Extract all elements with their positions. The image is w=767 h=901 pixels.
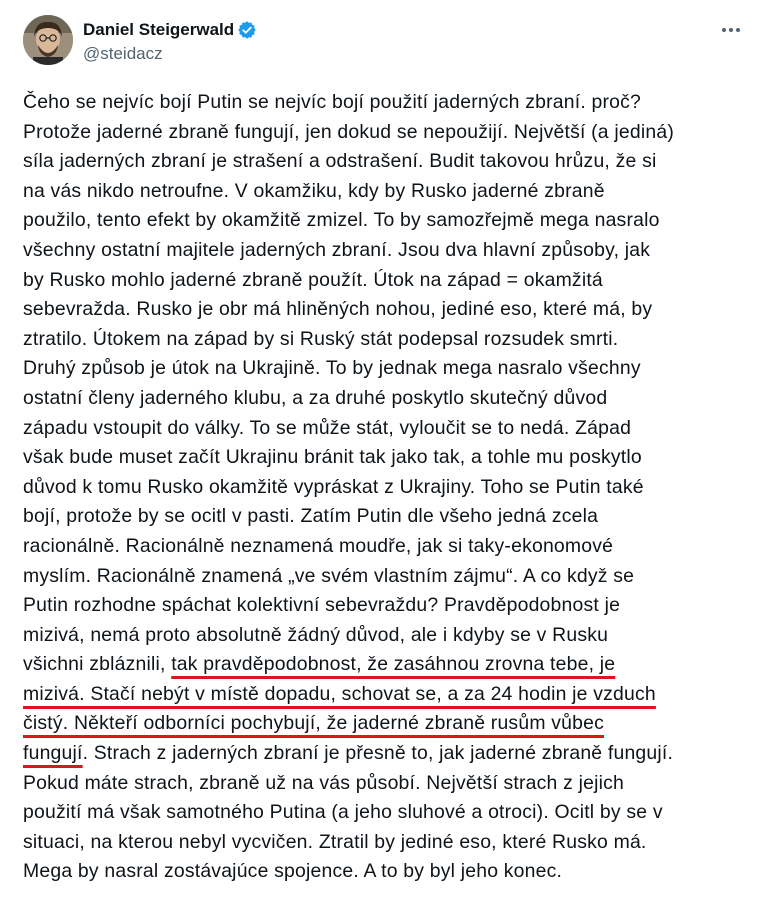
tweet-text-line <box>23 325 755 355</box>
text-segment: ztratilo. Útokem na západ by si Ruský stát podepsal rozsudek smrti. <box>23 327 619 350</box>
tweet-text-line <box>23 295 755 325</box>
author-names <box>83 19 257 64</box>
avatar[interactable] <box>23 15 73 65</box>
tweet-text-line <box>23 354 755 384</box>
text-segment: použilo, tento efekt by okamžitě zmizel. To by samozřejmě mega nasralo <box>23 209 660 232</box>
text-segment: Pokud máte strach, zbraně už na vás působí. Největší strach z jejich <box>23 771 624 794</box>
tweet-text-line <box>23 621 755 651</box>
tweet-text-line <box>23 177 755 207</box>
tweet-text-line <box>23 562 755 592</box>
tweet-text-line <box>23 414 755 444</box>
text-segment: by Rusko mohlo jaderné zbraně použít. Útok na západ = okamžitá <box>23 268 603 291</box>
text-segment: mizivá, nemá proto absolutně žádný důvod, ale i kdyby se v Rusku <box>23 623 609 646</box>
text-segment: síla jaderných zbraní je strašení a odstrašení. Budit takovou hrůzu, že si <box>23 150 657 173</box>
tweet-text-line <box>23 473 755 503</box>
text-segment: všichni zbláznili, <box>23 653 172 676</box>
tweet-text-line <box>23 532 755 562</box>
text-segment: bojí, protože by se ocitl v pasti. Zatím Putin dle všeho jedná zcela <box>23 505 599 528</box>
tweet-text-line <box>23 591 755 621</box>
more-dots-icon[interactable] <box>717 19 745 41</box>
tweet-text-line <box>23 857 755 887</box>
tweet-text-line <box>23 384 755 414</box>
text-segment: však bude muset začít Ukrajinu bránit tak jako tak, a tohle mu poskytlo <box>23 446 642 469</box>
text-segment: sebevražda. Rusko je obr má hliněných nohou, jediné eso, které má, by <box>23 298 653 321</box>
tweet-text-line <box>23 147 755 177</box>
avatar-photo-icon <box>23 15 73 65</box>
text-segment: ostatní členy jaderného klubu, a za druhé poskytlo skutečný důvod <box>23 386 608 409</box>
tweet-text-line <box>23 798 755 828</box>
verified-badge-icon[interactable] <box>237 20 257 40</box>
text-segment: Putin rozhodne spáchat kolektivní sebevraždu? Pravděpodobnost je <box>23 594 621 617</box>
display-name[interactable]: Daniel Steigerwald <box>83 20 235 39</box>
text-segment: Čeho se nejvíc bojí Putin se nejvíc bojí použití jaderných zbraní. proč? <box>23 91 641 113</box>
text-segment: všechny ostatní majitele jaderných zbraní. Jsou dva hlavní způsoby, jak <box>23 238 651 261</box>
text-segment: použití má však samotného Putina (a jeho sluhové a otroci). Ocitl by se v <box>23 801 663 824</box>
display-name-row <box>83 19 257 41</box>
text-segment: na vás nikdo netroufne. V okamžiku, kdy by Rusko jaderné zbraně <box>23 179 605 202</box>
tweet-text-line <box>23 88 755 118</box>
text-segment: . Strach z jaderných zbraní je přesně to, jak jaderné zbraně fungují. <box>82 742 674 765</box>
tweet-text-line <box>23 739 755 769</box>
tweet-text-line <box>23 236 755 266</box>
tweet-text-line <box>23 266 755 296</box>
tweet-text-line <box>23 650 755 680</box>
tweet-text-line <box>23 680 755 710</box>
tweet-text-line <box>23 443 755 473</box>
text-segment: racionálně. Racionálně neznamená moudře, jak si taky-ekonomové <box>23 534 614 557</box>
underlined-text: mizivá. Stačí nebýt v místě dopadu, schovat se, a za 24 hodin je vzduch <box>23 682 656 705</box>
tweet-text-line <box>23 769 755 799</box>
text-segment: důvod k tomu Rusko okamžitě vypráskat z Ukrajiny. Toho se Putin také <box>23 475 644 498</box>
text-segment: Druhý způsob je útok na Ukrajině. To by jednak mega nasralo všechny <box>23 357 641 380</box>
tweet-text-line <box>23 502 755 532</box>
tweet-header <box>23 15 745 71</box>
tweet-text-line <box>23 118 755 148</box>
tweet-text-line <box>23 709 755 739</box>
underlined-text: fungují <box>23 742 83 765</box>
text-segment: situaci, na kterou nebyl vycvičen. Ztratil by jediné eso, které Rusko má. <box>23 830 647 853</box>
underlined-text: čistý. Někteří odborníci pochybují, že jaderné zbraně rusům vůbec <box>23 712 604 735</box>
tweet-text-line <box>23 828 755 858</box>
underlined-text: tak pravděpodobnost, že zasáhnou zrovna tebe, je <box>171 653 616 676</box>
text-segment: myslím. Racionálně znamená „ve svém vlastním zájmu“. A co když se <box>23 564 635 587</box>
handle[interactable]: @steidacz <box>83 44 163 63</box>
tweet-text <box>23 88 755 887</box>
text-segment: západu vstoupit do války. To se může stát, vyloučit se to nedá. Západ <box>23 416 632 439</box>
text-segment: Mega by nasral zostávajúce spojence. A to by byl jeho konec. <box>23 860 563 883</box>
tweet-text-line <box>23 206 755 236</box>
text-segment: Protože jaderné zbraně fungují, jen dokud se nepoužijí. Největší (a jediná) <box>23 120 674 143</box>
